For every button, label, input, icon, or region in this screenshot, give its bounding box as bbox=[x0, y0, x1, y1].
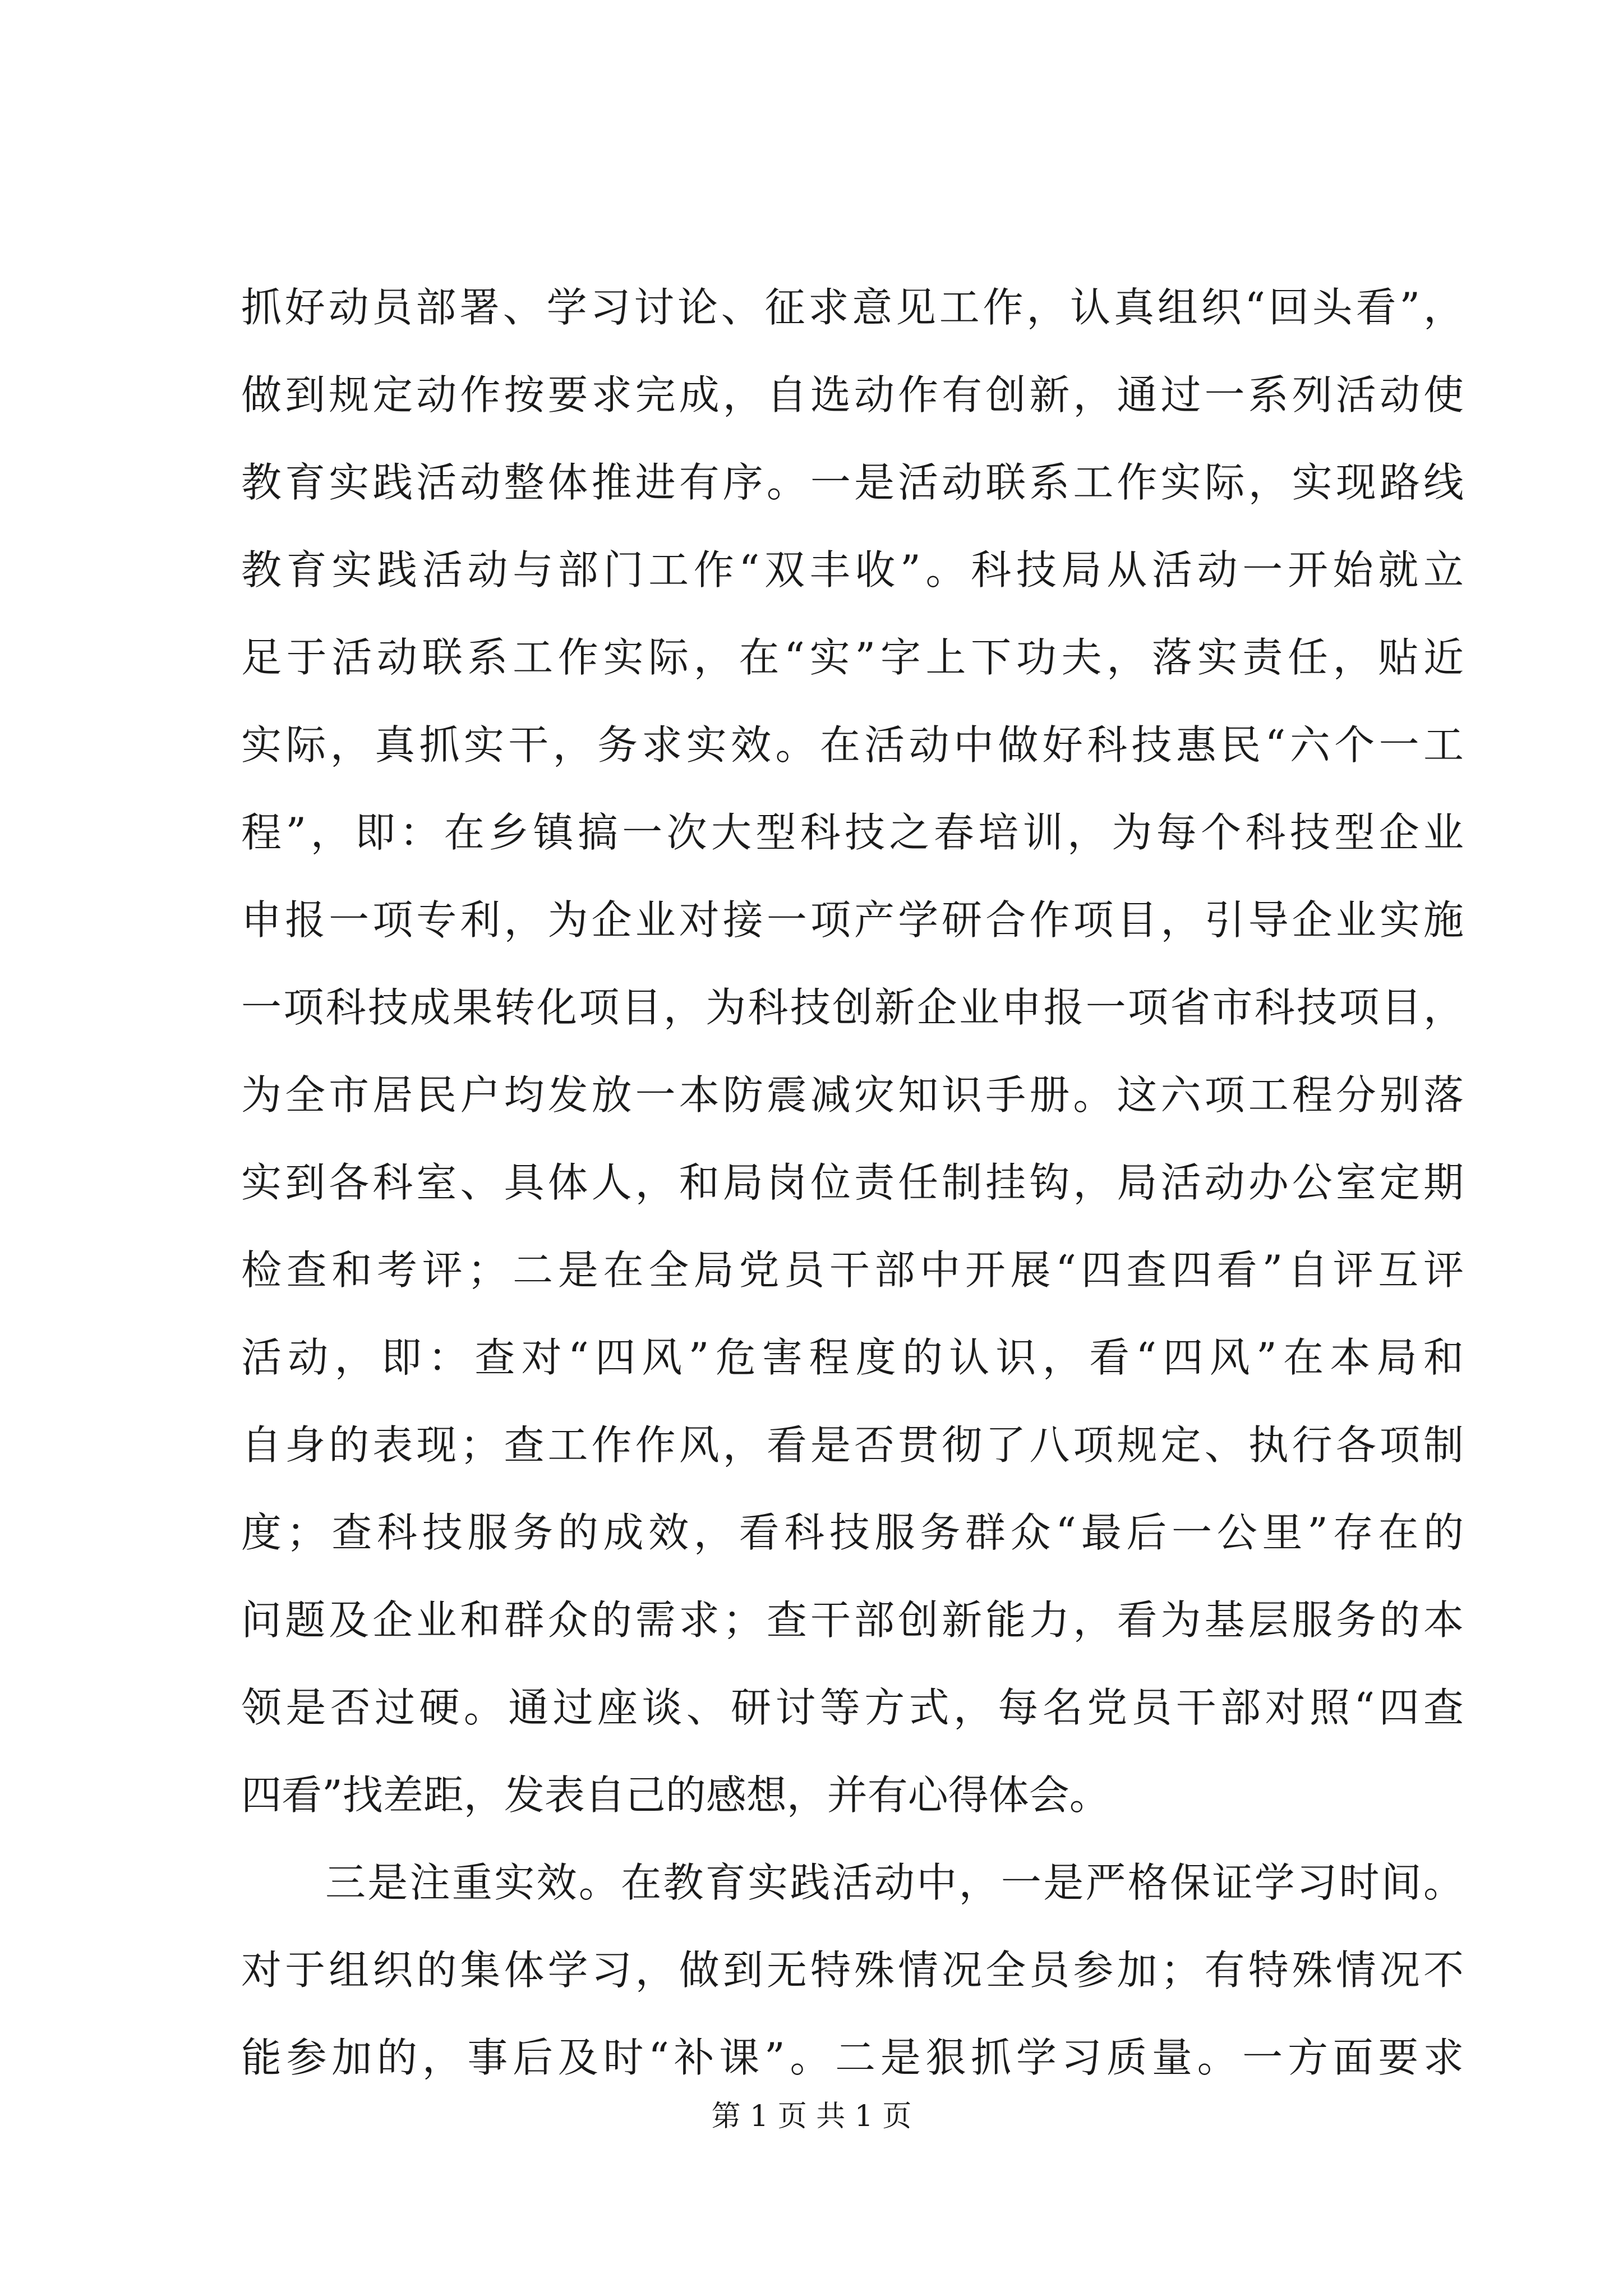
text-line: 对于组织的集体学习，做到无特殊情况全员参加；有特殊情况不 bbox=[241, 1947, 1464, 1994]
text-line: 足于活动联系工作实际，在“实”字上下功夫，落实责任，贴近 bbox=[241, 634, 1464, 681]
text-line: 做到规定动作按要求完成，自选动作有创新，通过一系列活动使 bbox=[241, 371, 1464, 418]
text-line: 活动，即：查对“四风”危害程度的认识，看“四风”在本局和 bbox=[241, 1334, 1464, 1381]
text-line: 问题及企业和群众的需求；查干部创新能力，看为基层服务的本 bbox=[241, 1596, 1464, 1644]
text-line: 实际，真抓实干，务求实效。在活动中做好科技惠民“六个一工 bbox=[241, 721, 1464, 769]
page-footer bbox=[0, 2097, 1623, 2136]
paragraph-2 bbox=[241, 1839, 1464, 2101]
text-line: 三是注重实效。在教育实践活动中，一是严格保证学习时间。 bbox=[325, 1859, 1464, 1906]
text-line: 教育实践活动与部门工作“双丰收”。科技局从活动一开始就立 bbox=[241, 546, 1464, 593]
text-line: 为全市居民户均发放一本防震减灾知识手册。这六项工程分别落 bbox=[241, 1071, 1464, 1119]
text-line: 度；查科技服务的成效，看科技服务群众“最后一公里”存在的 bbox=[241, 1509, 1464, 1556]
document-body bbox=[241, 264, 1464, 2101]
text-line: 抓好动员部署、学习讨论、征求意见工作，认真组织“回头看”， bbox=[241, 284, 1464, 331]
text-line: 教育实践活动整体推进有序。一是活动联系工作实际，实现路线 bbox=[241, 459, 1464, 506]
text-line: 实到各科室、具体人，和局岗位责任制挂钩，局活动办公室定期 bbox=[241, 1159, 1464, 1206]
text-line: 检查和考评；二是在全局党员干部中开展“四查四看”自评互评 bbox=[241, 1246, 1464, 1294]
text-line: 自身的表现；查工作作风，看是否贯彻了八项规定、执行各项制 bbox=[241, 1421, 1464, 1469]
text-line: 领是否过硬。通过座谈、研讨等方式，每名党员干部对照“四查 bbox=[241, 1684, 1464, 1731]
text-line: 一项科技成果转化项目，为科技创新企业申报一项省市科技项目， bbox=[241, 984, 1464, 1031]
paragraph-1 bbox=[241, 264, 1464, 1839]
text-line: 四看”找差距，发表自己的感想，并有心得体会。 bbox=[241, 1772, 1110, 1819]
text-line: 能参加的，事后及时“补课”。二是狠抓学习质量。一方面要求 bbox=[241, 2034, 1464, 2081]
text-line: 申报一项专利，为企业对接一项产学研合作项目，引导企业实施 bbox=[241, 896, 1464, 944]
page-number-label: 第 1 页 共 1 页 bbox=[711, 2100, 912, 2133]
text-line: 程”，即：在乡镇搞一次大型科技之春培训，为每个科技型企业 bbox=[241, 809, 1464, 856]
